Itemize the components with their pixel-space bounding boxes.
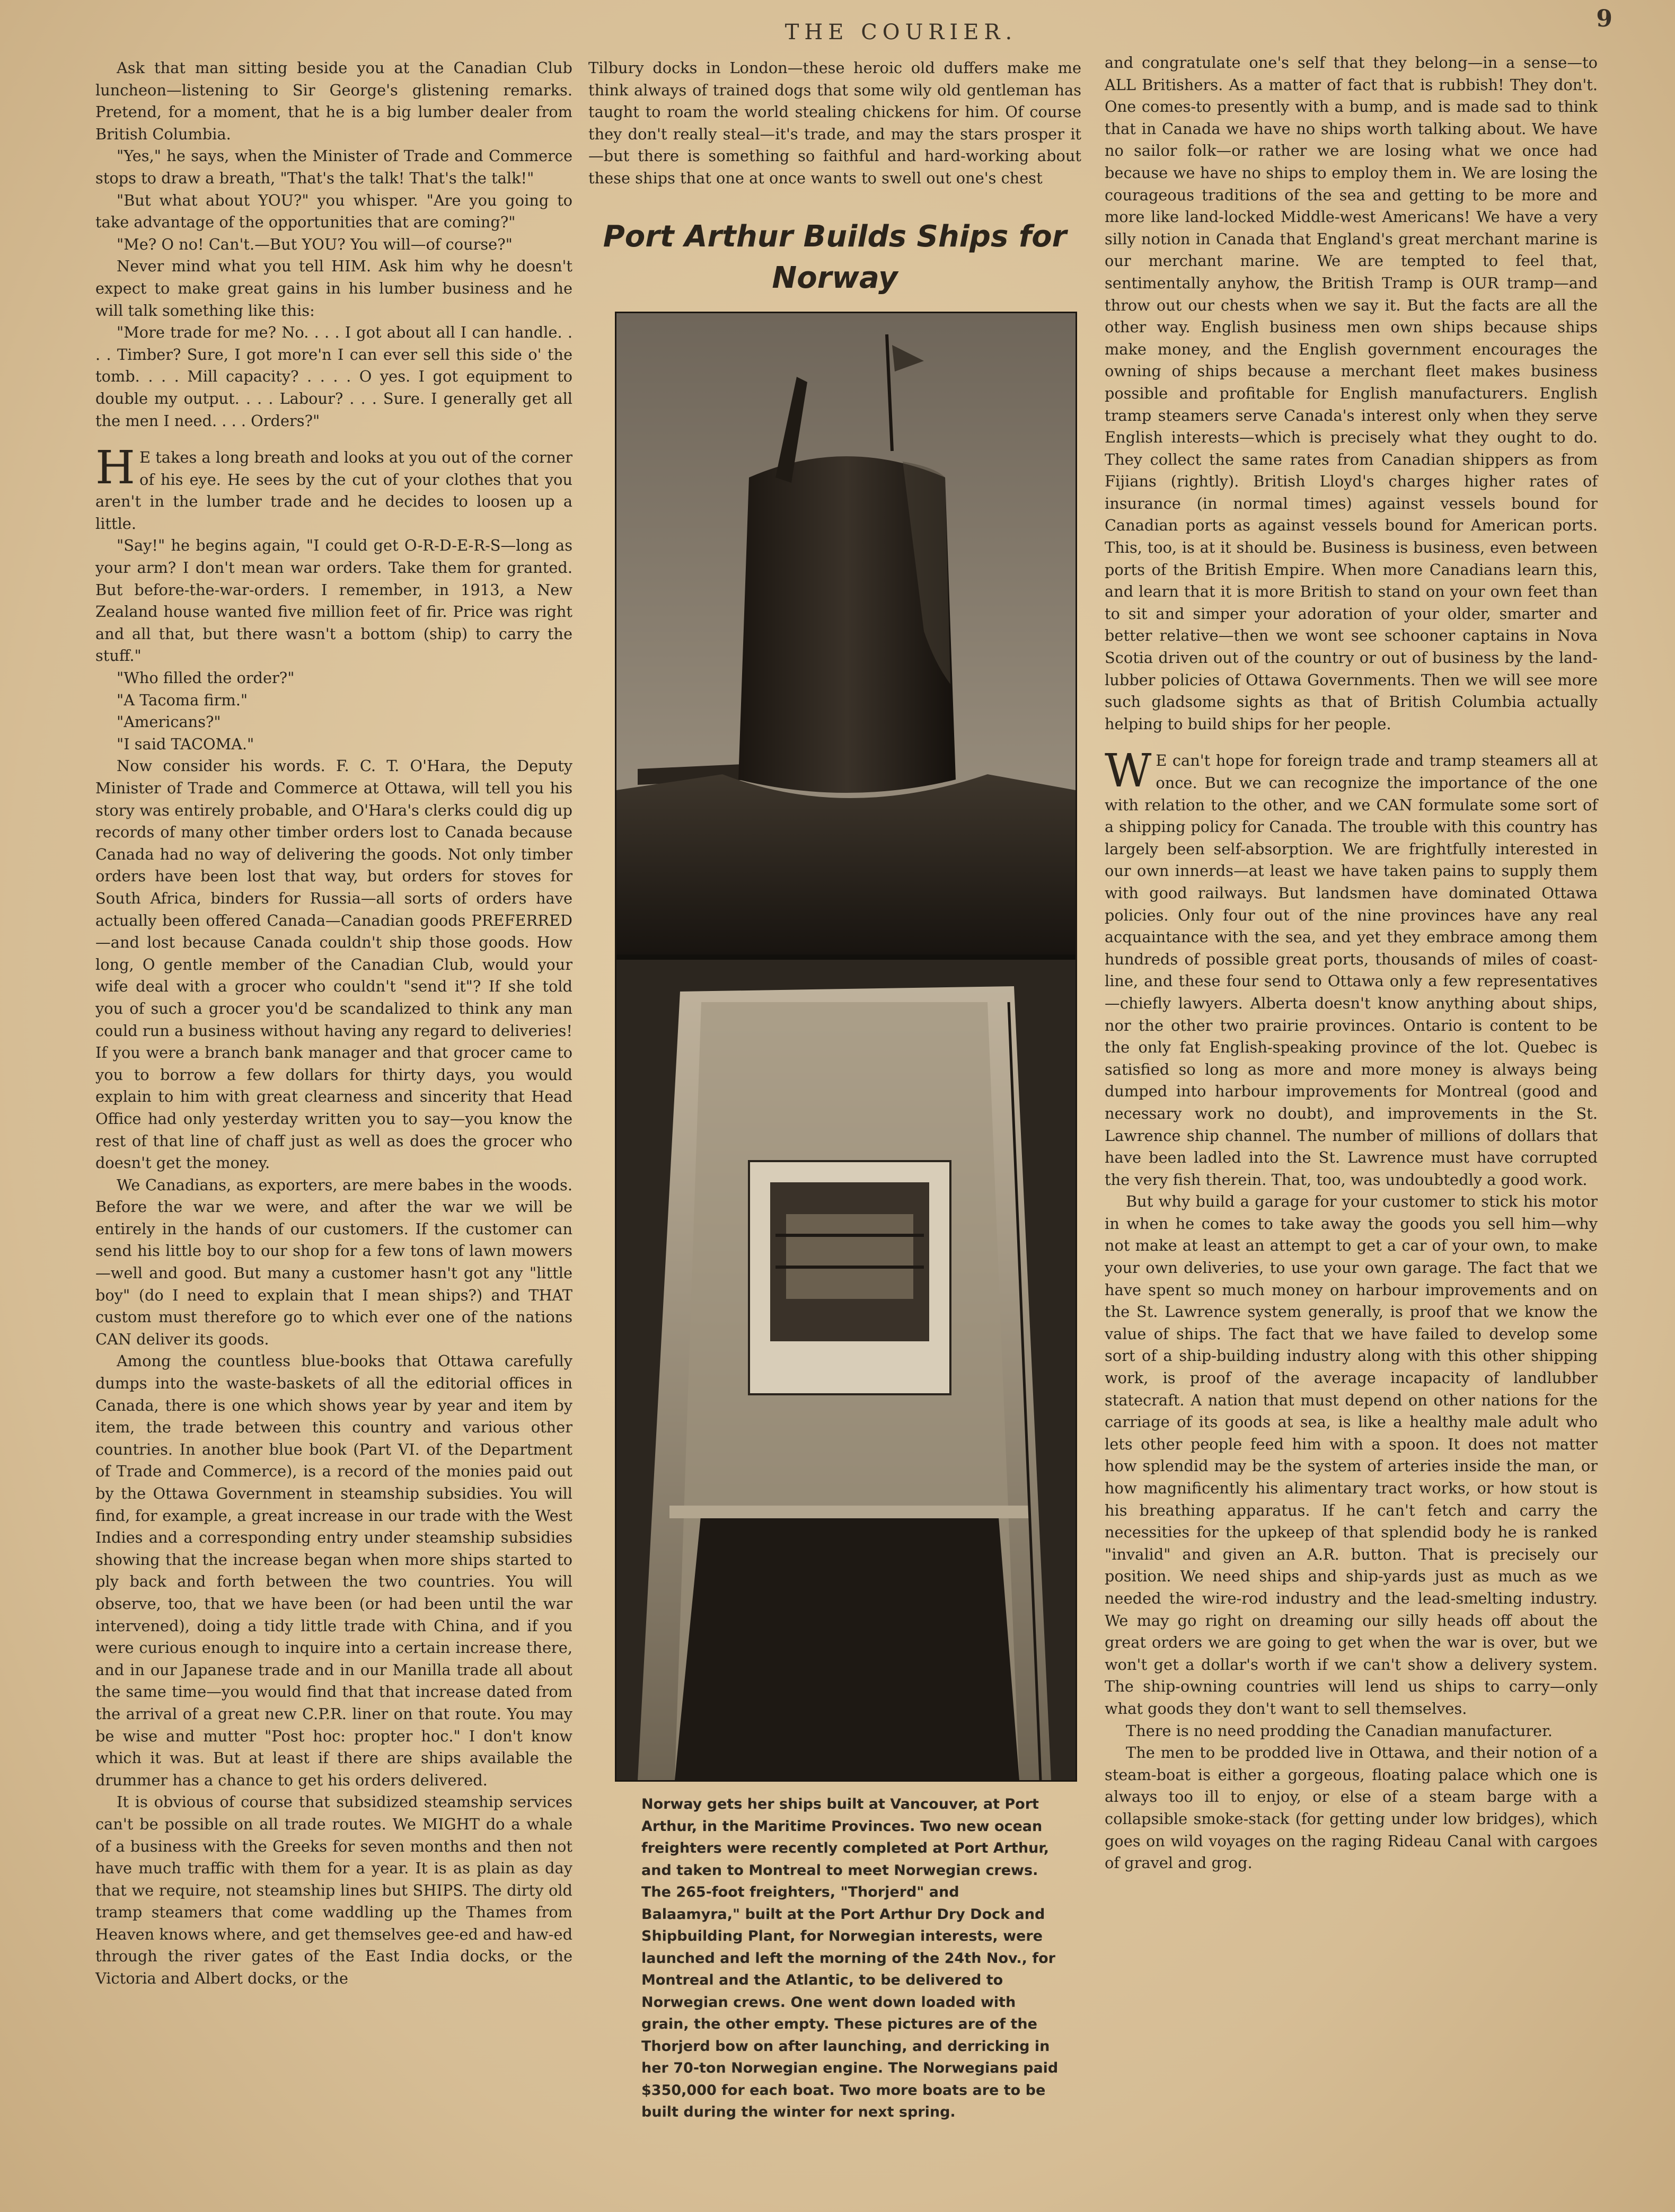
- paragraph: Now consider his words. F. C. T. O'Hara, the Deputy Minister of Trade and Commerce at Ottawa, will tell you his story was entirely probable, and O'Hara's clerks could dig up records of many other timber orders lost to Canada because Canada had no way of delivering the goods. Not only timber orders have been lost that way, but orders for stoves for South Africa, binders for Russia—all sorts of orders have actually been offered Canada—Canadian goods PREFERRED—and lost because Canada couldn't ship those goods. How long, O gentle member of the Canadian Club, would your wife deal with a grocer who couldn't "send it"? If she told you of such a grocer you'd be scandalized to think any man could run a business without having any regard to deliveries! If you were a branch bank manager and that grocer came to you to borrow a few dollars for thirty days, you would explain to him with great clearness and sincerity that Head Office had only yesterday written you to say—you know the rest of that line of chaff just as well as does the grocer who doesn't get the money.: [95, 757, 572, 1172]
- right-column: [1105, 52, 1598, 1874]
- upper-photo-bow: [616, 313, 1075, 960]
- paragraph: "More trade for me? No. . . . I got about all I can handle. . . . Timber? Sure, I got more'n I can ever sell this side o' the tomb. . . . Mill capacity? . . . . O yes. I got equipment to double my output. . . . Labour? . . . Sure. I generally get all the men I need. . . . Orders?": [95, 323, 572, 430]
- paragraph: "But what about YOU?" you whisper. "Are you going to take advantage of the opportunities that are coming?": [95, 191, 572, 232]
- paragraph: "Say!" he begins again, "I could get O-R-D-E-R-S—long as your arm? I don't mean war orders. Take them for granted. But before-the-war-orders. I remember, in 1913, a New Zealand house wanted five million feet of fir. Price was right and all that, but there wasn't a bottom (ship) to carry the stuff.": [95, 536, 572, 665]
- paragraph-text: E can't hope for foreign trade and tramp steamers all at once. But we can recognize the importance of the one with relation to the other, and we CAN formulate some sort of a shipping policy for Canada. The trouble with this country has largely been self-absorption. We are frightfully interested in our own innerds—at least we have taken pains to supply them with good railways. But landsmen have dominated Ottawa policies. Only four out of the nine provinces have any real acquaintance with the sea, and yet they embrace among them hundreds of possible great ports, thousands of miles of coast-line, and these four send to Ottawa only a few representatives—chiefly lawyers. Alberta doesn't know anything about ships, nor the other two prairie provinces. Ontario is content to be the only fat English-speaking province of the lot. Quebec is satisfied so long as more and more money is always being dumped into harbour improvements for Montreal (good and necessary work no doubt), and improvements in the St. Lawrence ship channel. The number of millions of dollars that have been ladled into the St. Lawrence must have corrupted the very fish therein. That, too, was undoubtedly a good work.: [1105, 751, 1598, 1189]
- paragraph: "Americans?": [117, 713, 221, 731]
- paragraph: Among the countless blue-books that Ottawa carefully dumps into the waste-baskets of all the editorial offices in Canada, there is one which shows year by year and item by item, the trade between this country and various other countries. In another blue book (Part VI. of the Department of Trade and Commerce), is a record of the monies paid out by the Ottawa Government in steamship subsidies. You will find, for example, a great increase in our trade with the West Indies and a corresponding entry under steamship subsidies showing that the increase began when more ships started to ply back and forth between the two countries. You will observe, too, that we have been (or had been until the war intervened), doing a tidy little trade with China, and if you were curious enough to inquire into a certain increase there, and in our Japanese trade and in our Manilla trade all about the same time—you would find that that increase dated from the arrival of a great new C.P.R. liner on that route. You may be wise and mutter "Post hoc: propter hoc." I don't know which it was. But at least if there are ships available the drummer has a chance to get his orders delivered.: [95, 1352, 572, 1789]
- drop-cap-letter: W: [1105, 745, 1152, 798]
- page-number: 9: [1596, 5, 1612, 32]
- paragraph: We Canadians, as exporters, are mere babes in the woods. Before the war we were, and after the war we will be entirely in the hands of our customers. If the customer can send his little boy to our shop for a few tons of lawn mowers—well and good. But many a customer hasn't got any "little boy" (do I need to explain that I mean ships?) and THAT custom must therefore go to which ever one of the nations CAN deliver its goods.: [95, 1175, 572, 1348]
- ship-photograph-drawing: [616, 313, 1075, 1780]
- paragraph: Tilbury docks in London—these heroic old duffers make me think always of trained dogs that some wily old gentleman has taught to roam the world stealing chickens for him. Of course they don't really steal—it's trade, and may the stars prosper it—but there is something so faithful and hard-working about these ships that one at once wants to swell out one's chest: [588, 59, 1081, 187]
- paragraph: "I said TACOMA.": [117, 735, 254, 753]
- paragraph: "Me? O no! Can't.—But YOU? You will—of course?": [117, 235, 513, 253]
- left-column: [95, 57, 572, 1990]
- paragraph: It is obvious of course that subsidized steamship services can't be possible on all trade routes. We MIGHT do a whale of a business with the Greeks for seven months and then not have much traffic with them for a year. It is as plain as day that we require, not steamship lines but SHIPS. The dirty old tramp steamers that come waddling up the Thames from Heaven knows where, and get themselves gee-ed and haw-ed through the river gates of the East India docks, or the Victoria and Albert docks, or the: [95, 1793, 572, 1988]
- dropcap-paragraph: [95, 441, 572, 535]
- lower-photo-engine: [616, 960, 1075, 1780]
- photo-caption: Norway gets her ships built at Vancouver, at Port Arthur, in the Maritime Provinces. Two new ocean freighters were recently completed at Port Arthur, and taken to Montreal to meet Norwegian crews. The 265-foot freighters, "Thorjerd" and Balaamyra," built at the Port Arthur Dry Dock and Shipbuilding Plant, for Norwegian interests, were launched and left the morning of the 24th Nov., for Montreal and the Atlantic, to be delivered to Norwegian crews. One went down loaded with grain, the other empty. These pictures are of the Thorjerd bow on after launching, and derricking in her 70-ton Norwegian engine. The Norwegians paid $350,000 for each boat. Two more boats are to be built during the winter for next spring.: [641, 1796, 1059, 2120]
- paragraph: There is no need prodding the Canadian manufacturer.: [1126, 1721, 1553, 1740]
- paragraph: But why build a garage for your customer to stick his motor in when he comes to take away the goods you sell him—why not make at least an attempt to get a car of your own, to make your own deliveries, to use your own garage. The fact that we have spent so much money on harbour improvements and on the St. Lawrence system generally, is proof that we know the value of ships. The fact that we have failed to develop some sort of a ship-building industry along with this other shipping work, is proof of the average incapacity of landlubber statecraft. A nation that must depend on other nations for the carriage of its goods at sea, is like a healthy male adult who lets other people feed him with a spoon. It does not matter how splendid may be the system of arteries inside the man, or how magnificently his alimentary tract works, or how stout is his breathing apparatus. If he can't fetch and carry the necessities for the upkeep of that splendid body he is ranked "invalid" and given an A.R. button. That is precisely our position. We need ships and ship-yards just as much as we needed the wire-rod industry and the lead-smelting industry. We may go right on dreaming our silly heads off about the great orders we are going to get when the war is over, but we won't get a dollar's worth if we can't show a delivery system. The ship-owning countries will lend us ships to carry—only what goods they don't want to sell themselves.: [1105, 1192, 1598, 1718]
- paragraph: "A Tacoma firm.": [117, 691, 248, 709]
- paragraph: The men to be prodded live in Ottawa, and their notion of a steam-boat is either a gorgeous, floating palace which one is always too ill to enjoy, or else of a steam barge with a collapsible smoke-stack (for getting under low bridges), which goes on wild voyages on the raging Rideau Canal with cargoes of gravel and grog.: [1105, 1744, 1598, 1872]
- paragraph: Ask that man sitting beside you at the Canadian Club luncheon—listening to Sir George's glistening remarks. Pretend, for a moment, that he is a big lumber dealer from British Columbia.: [95, 59, 572, 143]
- article-headline: Port Arthur Builds Ships for Norway: [603, 219, 1067, 295]
- paragraph: and congratulate one's self that they belong—in a sense—to ALL Britishers. As a matter of fact that is rubbish! They don't. One comes-to presently with a bump, and is made sad to think that in Canada we have no ships worth talking about. We have no sailor folk—or rather we are losing what we once had because we have no ships to employ them in. We are losing the courageous traditions of the sea and getting to be more and more like land-locked Middle-west Americans! We have a very silly notion in Canada that England's great merchant marine is our merchant marine. We are tempted to feel that, sentimentally anyhow, the British Tramp is OUR tramp—and throw out our chests when we say it. But the facts are all the other way. English business men own ships because ships make money, and the English government encourages the owning of ships because a merchant fleet makes business possible and profitable for English manufacturers. English tramp steamers serve Canada's interest only when they serve English interests—which is precisely what they ought to do. They collect the same rates from Canadian shippers as from Fijians (rightly). British Lloyd's charges higher rates of insurance (in normal times) against vessels bound for Canadian ports as against vessels bound for American ports. This, too, is at it should be. Business is business, even between ports of the British Empire. When more Canadians learn this, and learn that it is more British to stand on your own feet than to sit and simper your adoration of your older, smarter and better relative—then we wont see schooner captains in Nova Scotia driven out of the country or out of business by the land-lubber policies of Ottawa Governments. Then we will see more such gladsome sights as that of British Columbia actually helping to build ships for her people.: [1105, 54, 1598, 733]
- middle-column-text: [588, 57, 1081, 190]
- paragraph: "Who filled the order?": [117, 669, 295, 687]
- paragraph: "Yes," he says, when the Minister of Trade and Commerce stops to draw a breath, "That's the talk! That's the talk!": [95, 147, 572, 187]
- paragraph-text: E takes a long breath and looks at you out of the corner of his eye. He sees by the cut of your clothes that you aren't in the lumber trade and he decides to loosen up a little.: [95, 448, 572, 533]
- masthead: THE COURIER.: [784, 20, 1018, 45]
- paragraph: Never mind what you tell HIM. Ask him why he doesn't expect to make great gains in his lumber business and he will talk something like this:: [95, 257, 572, 320]
- ship-photograph: [615, 312, 1077, 1782]
- dropcap-paragraph: [1105, 745, 1598, 1191]
- drop-cap-letter: H: [95, 441, 135, 495]
